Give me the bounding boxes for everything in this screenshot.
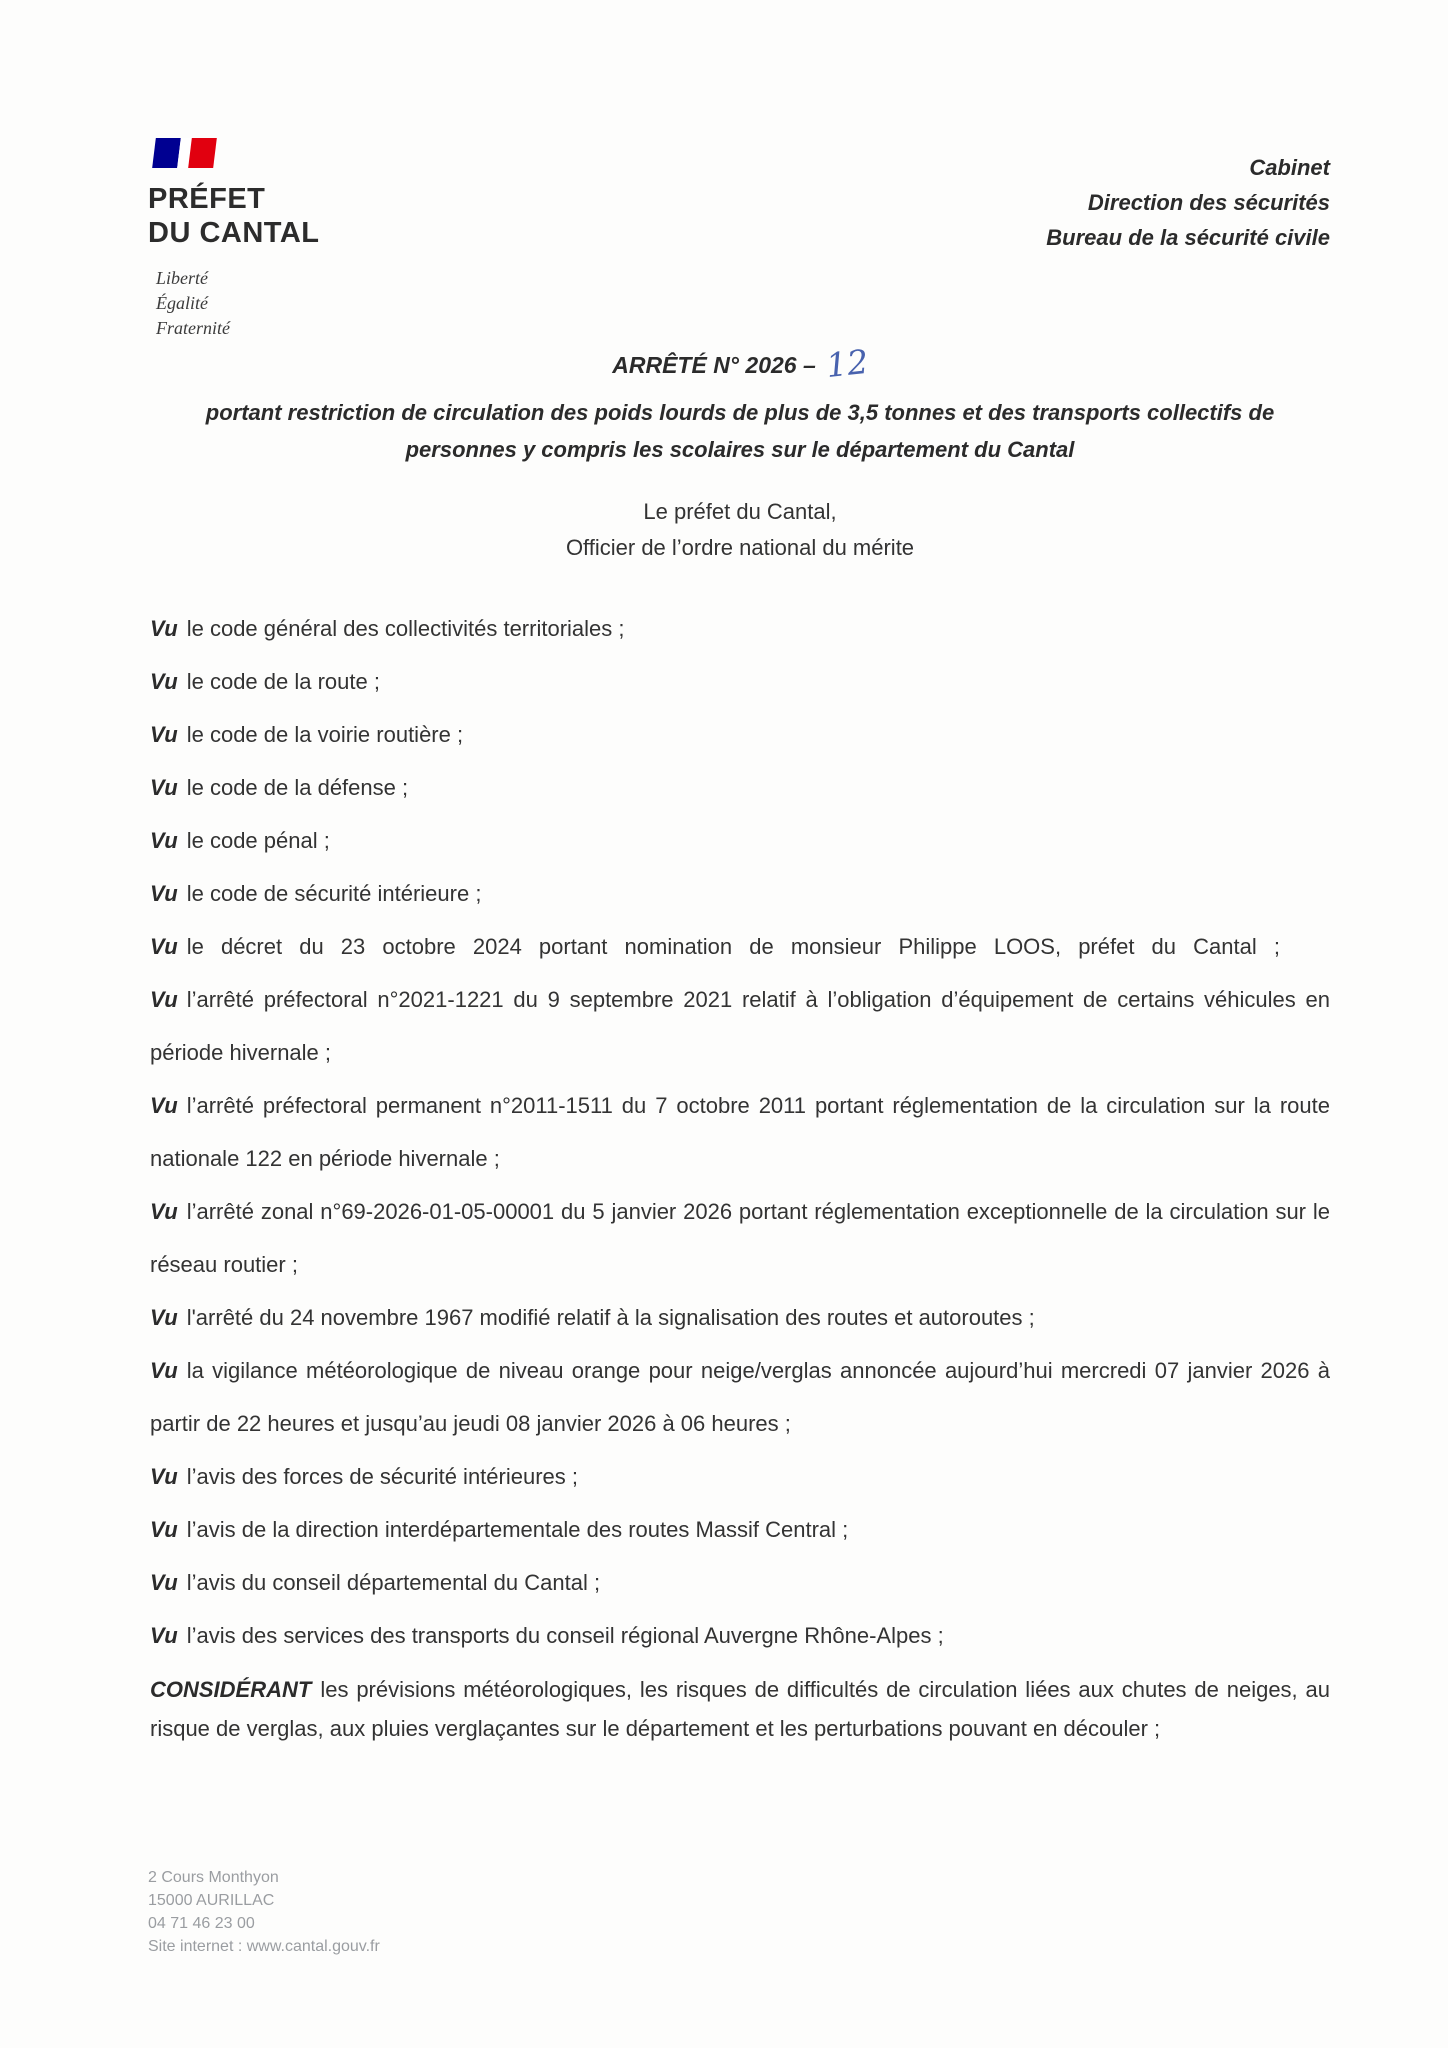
office-line-direction: Direction des sécurités: [1087, 190, 1330, 215]
vu-label: Vu: [150, 1464, 178, 1489]
footer: [148, 1866, 380, 1958]
motto-fraternite: Fraternité: [156, 318, 230, 338]
prefet-name-line2: DU CANTAL: [148, 217, 320, 249]
footer-address: 2 Cours Monthyon: [148, 1869, 279, 1886]
vu-text: le décret du 23 octobre 2024 portant nomination de monsieur Philippe LOOS, préfet du Cantal ;: [186, 934, 1280, 959]
vu-clause: [150, 1450, 1330, 1503]
prefecture-logo: [148, 138, 448, 341]
issuer-line1: Le préfet du Cantal,: [643, 499, 837, 524]
vu-text: le code général des collectivités territoriales ;: [186, 616, 625, 641]
vu-clause: [150, 1291, 1330, 1344]
vu-text: le code de sécurité intérieure ;: [186, 881, 482, 906]
vu-label: Vu: [150, 881, 178, 906]
vu-clause: [150, 761, 1330, 814]
vu-label: Vu: [150, 1623, 178, 1648]
considerant-text: les prévisions météorologiques, les risques de difficultés de circulation liées aux chutes de neiges, au risque de verglas, aux pluies verglaçantes sur le département et les perturbations pouvant en découler ;: [150, 1677, 1330, 1741]
vu-text: le code pénal ;: [186, 828, 330, 853]
vu-label: Vu: [150, 934, 178, 959]
office-line-bureau: Bureau de la sécurité civile: [1046, 225, 1330, 250]
vu-clause: [150, 1344, 1330, 1450]
vu-text: l’arrêté zonal n°69-2026-01-05-00001 du 5 janvier 2026 portant réglementation exceptionnelle de la circulation sur le réseau routier ;: [150, 1199, 1330, 1277]
vu-clause: [150, 814, 1330, 867]
french-flag-icon: [152, 138, 218, 168]
vu-label: Vu: [150, 1305, 178, 1330]
vu-label: Vu: [150, 828, 178, 853]
vu-text: l’avis des services des transports du conseil régional Auvergne Rhône-Alpes ;: [186, 1623, 944, 1648]
vu-text: l’avis des forces de sécurité intérieures ;: [186, 1464, 579, 1489]
vu-text: l’arrêté préfectoral permanent n°2011-1511 du 7 octobre 2011 portant réglementation de la circulation sur la route nationale 122 en période hivernale ;: [150, 1093, 1330, 1171]
issuing-office: [1046, 150, 1330, 255]
vu-clause: [150, 1556, 1330, 1609]
vu-label: Vu: [150, 1570, 178, 1595]
document-subtitle: portant restriction de circulation des poids lourds de plus de 3,5 tonnes et des transports collectifs de personnes y compris les scolaires sur le département du Cantal: [205, 400, 1275, 462]
vu-clause: [150, 1185, 1330, 1291]
footer-website: Site internet : www.cantal.gouv.fr: [148, 1938, 380, 1955]
arrete-number-label: ARRÊTÉ N° 2026 –: [612, 352, 816, 378]
vu-clause: [150, 602, 1330, 655]
considerant-label: CONSIDÉRANT: [150, 1677, 312, 1702]
footer-phone: 04 71 46 23 00: [148, 1915, 255, 1932]
footer-city: 15000 AURILLAC: [148, 1892, 275, 1909]
vu-clause: [150, 920, 1330, 973]
vu-clause: [150, 1079, 1330, 1185]
vu-label: Vu: [150, 722, 178, 747]
vu-label: Vu: [150, 987, 178, 1012]
prefet-name-line1: PRÉFET: [148, 183, 266, 215]
vu-text: l’arrêté préfectoral n°2021-1221 du 9 septembre 2021 relatif à l’obligation d’équipement de certains véhicules en période hivernale ;: [150, 987, 1330, 1065]
vu-clause: [150, 1503, 1330, 1556]
issuer-line2: Officier de l’ordre national du mérite: [565, 535, 915, 560]
issuer-intro: [150, 494, 1330, 566]
office-line-cabinet: Cabinet: [1249, 155, 1330, 180]
vu-label: Vu: [150, 1517, 178, 1542]
document-title: [150, 341, 1330, 386]
vu-text: l’avis de la direction interdépartementale des routes Massif Central ;: [186, 1517, 849, 1542]
vu-text: l’avis du conseil départemental du Cantal ;: [186, 1570, 601, 1595]
vu-label: Vu: [150, 1199, 178, 1224]
vu-text: le code de la route ;: [186, 669, 380, 694]
vu-label: Vu: [150, 775, 178, 800]
vu-text: le code de la défense ;: [186, 775, 409, 800]
vu-clauses: [150, 602, 1330, 1748]
vu-text: la vigilance météorologique de niveau orange pour neige/verglas annoncée aujourd’hui mercredi 07 janvier 2026 à partir de 22 heures et jusqu’au jeudi 08 janvier 2026 à 06 heures ;: [150, 1358, 1330, 1436]
vu-clause: [150, 655, 1330, 708]
vu-text: le code de la voirie routière ;: [186, 722, 464, 747]
vu-clause: [150, 867, 1330, 920]
vu-label: Vu: [150, 1093, 178, 1118]
vu-clause: [150, 1609, 1330, 1662]
motto-egalite: Égalité: [156, 293, 208, 313]
vu-clause: [150, 973, 1330, 1079]
handwritten-number: 12: [823, 341, 870, 386]
vu-text: l'arrêté du 24 novembre 1967 modifié relatif à la signalisation des routes et autoroutes ;: [186, 1305, 1035, 1330]
vu-label: Vu: [150, 616, 178, 641]
considerant-clause: [150, 1670, 1330, 1748]
vu-label: Vu: [150, 669, 178, 694]
republic-motto: [156, 266, 448, 341]
motto-liberte: Liberté: [156, 268, 208, 288]
vu-clause: [150, 708, 1330, 761]
vu-label: Vu: [150, 1358, 178, 1383]
